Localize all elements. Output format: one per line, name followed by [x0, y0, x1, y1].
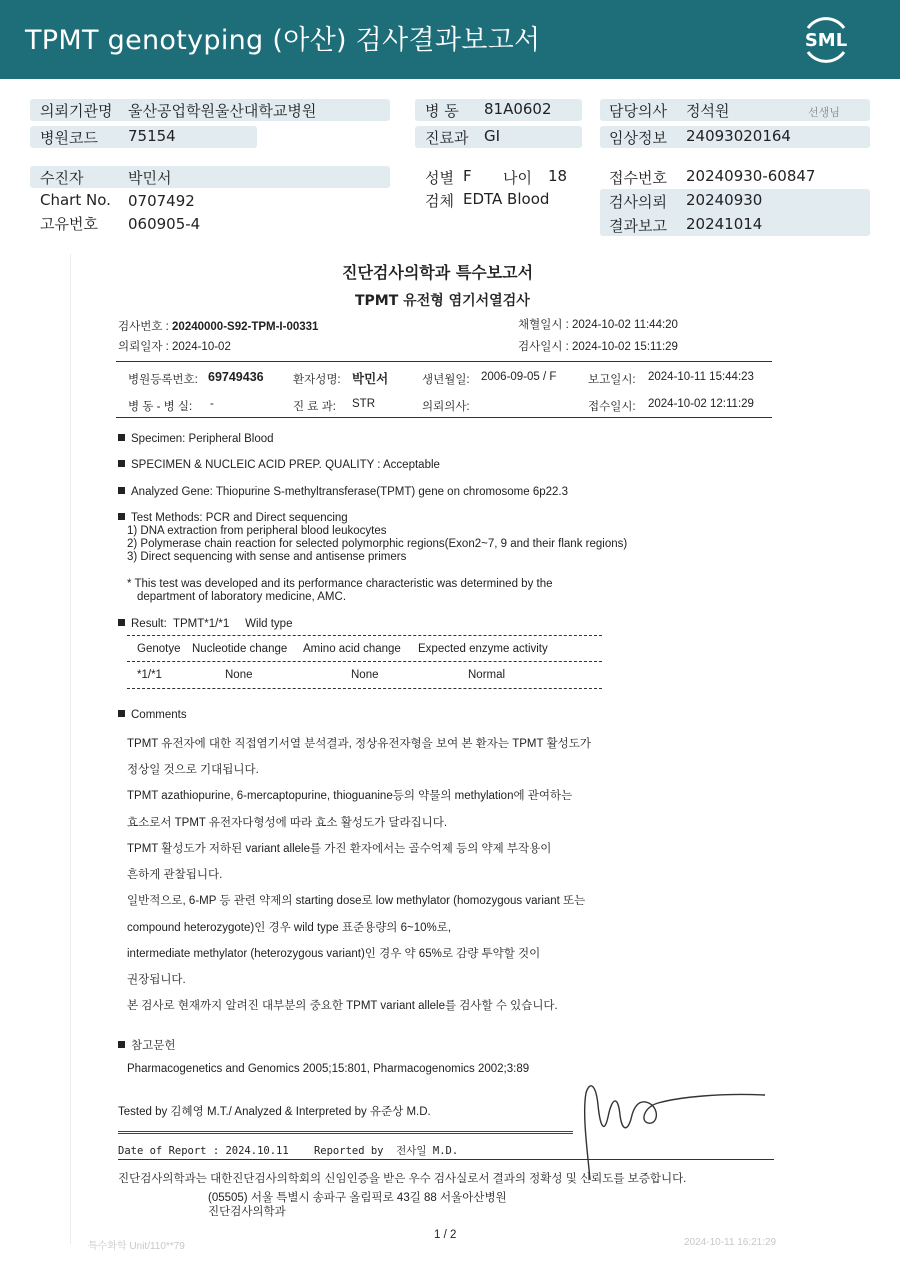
test-number-value: 20240000-S92-TPM-I-00331 [172, 321, 319, 333]
td-amino: None [351, 669, 379, 681]
refs-heading [118, 1037, 175, 1053]
result-value: 20241014 [686, 215, 763, 233]
hospital-code-value: 75154 [128, 127, 176, 145]
divider-top [116, 361, 772, 362]
td-enzyme: Normal [468, 669, 506, 681]
result-line [118, 618, 292, 630]
comments-heading [118, 709, 187, 721]
receipt-label: 접수번호 [609, 169, 667, 187]
clinical-value: 24093020164 [686, 127, 791, 145]
comment-line: 정상일 것으로 기대됩니다. [127, 764, 259, 776]
specimen-line [118, 433, 274, 445]
patient-value: 박민서 [128, 169, 172, 187]
doctor-value: 정석원 [686, 102, 730, 120]
collect-time: 채혈일시 : 2024-10-02 11:44:20 [518, 319, 678, 331]
report-dept-label: 진 료 과: [293, 401, 336, 413]
ward-room-label: 병 동 - 병 실: [128, 401, 193, 413]
report-subtitle: TPMT 유전형 염기서열검사 [355, 293, 530, 309]
address-text: (05505) 서울 특별시 송파구 올림픽로 43길 88 서울아산병원 [208, 1192, 507, 1204]
table-bottom-line [127, 688, 602, 689]
tested-by: Tested by 김혜영 M.T./ Analyzed & Interpreted by 유준상 M.D. [118, 1106, 431, 1118]
institution-value: 울산공업학원울산대학교병원 [128, 102, 317, 120]
request-value: 20240930 [686, 191, 763, 209]
quality-line [118, 459, 440, 471]
double-rule [118, 1131, 573, 1134]
gene-line [118, 486, 568, 498]
reg-no-value: 69749436 [208, 370, 264, 384]
receive-time-value: 2024-10-02 12:11:29 [648, 398, 754, 410]
td-genotype: *1/*1 [137, 669, 162, 681]
divider-header-bottom [116, 417, 772, 418]
quality-text: SPECIMEN & NUCLEIC ACID PREP. QUALITY : Acceptable [131, 459, 440, 471]
note-line-2: department of laboratory medicine, AMC. [137, 591, 347, 603]
table-top-line [127, 635, 602, 636]
req-doctor-label: 의뢰의사: [422, 401, 470, 413]
bullet-icon [118, 487, 125, 494]
comment-line: intermediate methylator (heterozygous variant)인 경우 약 65%로 감량 투약할 것이 [127, 948, 541, 960]
receipt-value: 20240930-60847 [686, 167, 816, 185]
methods-line [118, 512, 348, 524]
dept-footer: 진단검사의학과 [208, 1206, 286, 1218]
result-text: Result: TPMT*1/*1 Wild type [131, 618, 293, 630]
table-mid-line [127, 661, 602, 662]
receive-time-label: 접수일시: [588, 401, 636, 413]
dept-label: 진료과 [425, 129, 469, 147]
doctor-label: 담당의사 [609, 102, 667, 120]
refs-text: Pharmacogenetics and Genomics 2005;15:801, Pharmacogenomics 2002;3:89 [127, 1063, 530, 1075]
test-number-label: 검사번호 : [118, 321, 169, 333]
institution-label: 의뢰기관명 [40, 102, 113, 120]
sex-label: 성별 [425, 169, 454, 187]
doctor-suffix: 선생님 [808, 106, 840, 119]
header-bar [0, 0, 900, 79]
method-1: 1) DNA extraction from peripheral blood leukocytes [127, 525, 387, 537]
request-label: 검사의뢰 [609, 193, 667, 211]
uid-label: 고유번호 [40, 215, 98, 233]
th-amino: Amino acid change [303, 643, 401, 655]
gene-text: Analyzed Gene: Thiopurine S-methyltransferase(TPMT) gene on chromosome 6p22.3 [131, 486, 569, 498]
method-2: 2) Polymerase chain reaction for selected polymorphic regions(Exon2~7, 9 and their flank regions) [127, 538, 628, 550]
scan-edge [70, 254, 71, 1244]
th-genotype: Genotye [137, 643, 181, 655]
chart-value: 0707492 [128, 192, 195, 210]
clinical-label: 임상정보 [609, 129, 667, 147]
specimen-value: EDTA Blood [463, 190, 550, 208]
signature-image [560, 1075, 780, 1185]
dob-label: 생년월일: [422, 374, 470, 386]
result-label: 결과보고 [609, 217, 667, 235]
ward-room-value: - [210, 398, 214, 410]
comment-line: compound heterozygote)인 경우 wild type 표준용량의 6~10%로, [127, 922, 452, 934]
logo-text: SML [804, 30, 848, 51]
td-nucleotide: None [225, 669, 253, 681]
request-date: 의뢰일자 : 2024-10-02 [118, 341, 231, 353]
patient-label: 수진자 [40, 169, 84, 187]
page-title: TPMT genotyping (아산) 검사결과보고서 [25, 25, 541, 56]
specimen-label: 검체 [425, 192, 454, 210]
hospital-code-label: 병원코드 [40, 129, 98, 147]
comment-line: TPMT azathiopurine, 6-mercaptopurine, thioguanine등의 약물의 methylation에 관여하는 [127, 790, 573, 802]
note-line-1: * This test was developed and its performance characteristic was determined by the [127, 578, 553, 590]
comment-line: TPMT 활성도가 저하된 variant allele를 가진 환자에서는 골수억제 등의 약제 부작용이 [127, 843, 552, 855]
methods-title: Test Methods: PCR and Direct sequencing [131, 512, 348, 524]
report-title: 진단검사의학과 특수보고서 [342, 263, 534, 282]
reg-no-label: 병원등록번호: [128, 374, 198, 386]
report-time-value: 2024-10-11 15:44:23 [648, 371, 754, 383]
certification-text: 진단검사의학과는 대한진단검사의학회의 신임인증을 받은 우수 검사실로서 결과의 정확성 및 신뢰도를 보증합니다. [118, 1173, 687, 1185]
bullet-icon [118, 619, 125, 626]
th-nucleotide: Nucleotide change [192, 643, 288, 655]
ward-value: 81A0602 [484, 100, 552, 118]
test-number [118, 318, 318, 334]
th-enzyme: Expected enzyme activity [418, 643, 548, 655]
uid-value: 060905-4 [128, 215, 201, 233]
report-dept-value: STR [352, 398, 375, 410]
comment-line: 효소로서 TPMT 유전자다형성에 따라 효소 활성도가 달라집니다. [127, 817, 448, 829]
row-bg-patient [30, 166, 390, 188]
comment-line: 일반적으로, 6-MP 등 관련 약제의 starting dose로 low methylator (homozygous variant 또는 [127, 895, 586, 907]
dept-value: GI [484, 127, 501, 145]
sex-value: F [463, 167, 472, 185]
comment-line: TPMT 유전자에 대한 직접염기서열 분석결과, 정상유전자형을 보여 본 환자는 TPMT 활성도가 [127, 738, 591, 750]
age-label: 나이 [503, 169, 532, 187]
comment-line: 권장됩니다. [127, 974, 186, 986]
age-value: 18 [548, 167, 568, 185]
refs-title: 참고문헌 [131, 1040, 176, 1052]
specimen-text: Specimen: Peripheral Blood [131, 433, 274, 445]
comment-line: 본 검사로 현재까지 알려진 대부분의 중요한 TPMT variant allele를 검사할 수 있습니다. [127, 1000, 558, 1012]
comment-line: 흔하게 관찰됩니다. [127, 869, 223, 881]
bullet-icon [118, 434, 125, 441]
sml-logo-icon [798, 12, 854, 66]
patient-name-value: 박민서 [352, 372, 389, 386]
bullet-icon [118, 460, 125, 467]
comments-title: Comments [131, 709, 187, 721]
chart-label: Chart No. [40, 191, 111, 209]
dob-value: 2006-09-05 / F [481, 371, 557, 383]
exam-time: 검사일시 : 2024-10-02 15:11:29 [518, 341, 678, 353]
bullet-icon [118, 710, 125, 717]
footer-left: 특수화학 Unit/110**79 [88, 1241, 185, 1252]
bullet-icon [118, 1041, 125, 1048]
patient-name-label: 환자성명: [293, 374, 341, 386]
footer-right: 2024-10-11 16:21:29 [684, 1237, 777, 1248]
method-3: 3) Direct sequencing with sense and antisense primers [127, 551, 407, 563]
report-time-label: 보고일시: [588, 374, 636, 386]
ward-label: 병 동 [425, 102, 459, 120]
page-number: 1 / 2 [434, 1229, 457, 1241]
date-of-report: Date of Report : 2024.10.11 Reported by 전사일 M.D. [118, 1145, 459, 1157]
bullet-icon [118, 513, 125, 520]
